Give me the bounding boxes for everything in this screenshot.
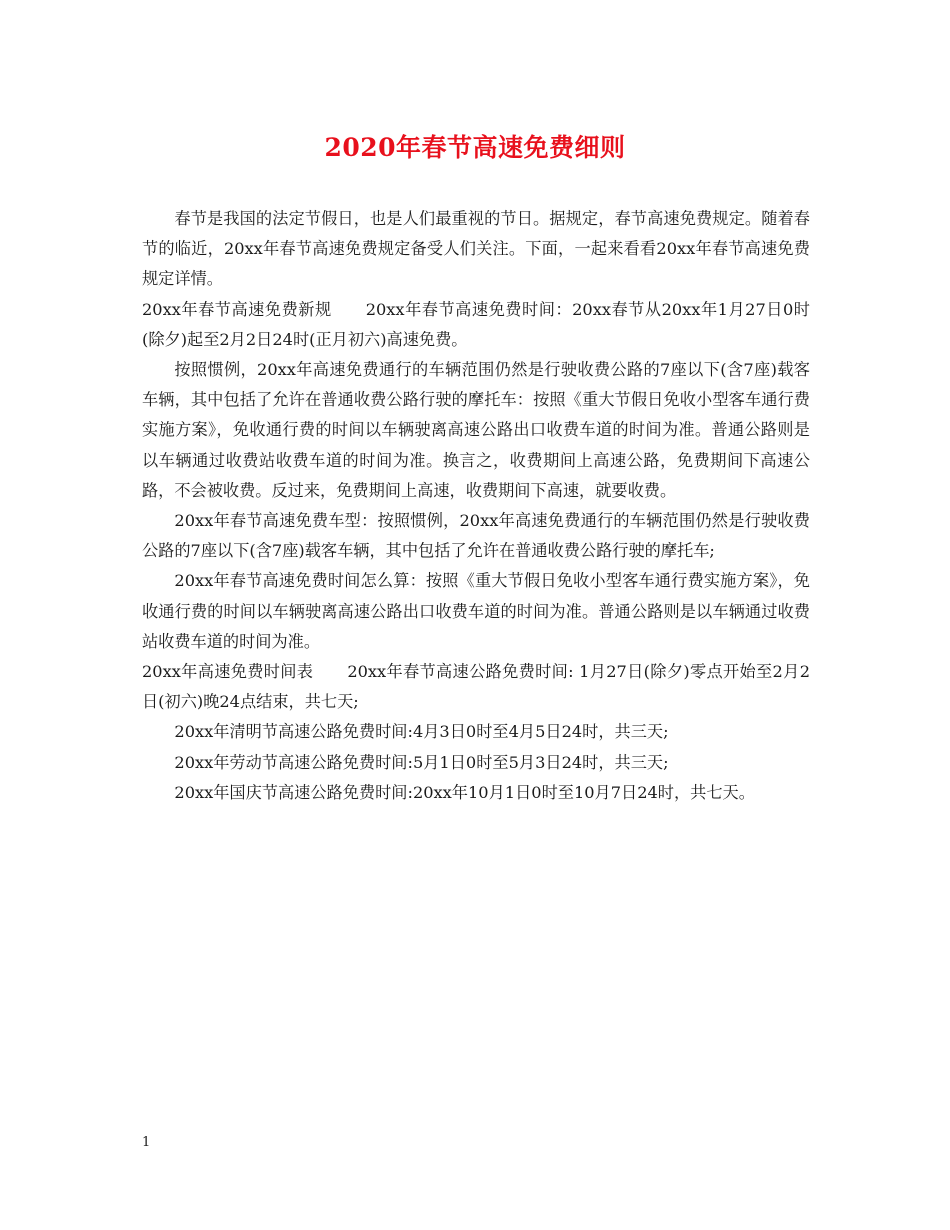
section-heading-schedule: 20xx年高速免费时间表	[142, 662, 314, 682]
paragraph-new-rules	[142, 295, 810, 355]
paragraph-schedule-text: 20xx年春节高速公路免费时间: 1月27日(除夕)零点开始至2月2日(初六)晚24点结束，共七天;	[142, 662, 810, 712]
paragraph-schedule	[142, 657, 810, 717]
document-title: 2020年春节高速免费细则	[324, 133, 626, 162]
section-heading-new-rules: 20xx年春节高速免费新规	[142, 299, 332, 319]
paragraph-labor-day: 20xx年劳动节高速公路免费时间:5月1日0时至5月3日24时，共三天;	[174, 752, 669, 772]
paragraph-vehicle-scope: 按照惯例，20xx年高速免费通行的车辆范围仍然是行驶收费公路的7座以下(含7座)载客车辆，其中包括了允许在普通收费公路行驶的摩托车：按照《重大节假日免收小型客车通行费实施方案》，免收通行费的时间以车辆驶离高速公路出口收费车道的时间为准。普通公路则是以车辆通过收费站收费车道的时间为准。换言之，收费期间上高速公路，免费期间下高速公路，不会被收费。反过来，免费期间上高速，收费期间下高速，就要收费。	[142, 360, 810, 500]
paragraph-vehicle-types: 20xx年春节高速免费车型：按照惯例，20xx年高速免费通行的车辆范围仍然是行驶收费公路的7座以下(含7座)载客车辆，其中包括了允许在普通收费公路行驶的摩托车;	[142, 511, 810, 561]
paragraph-intro: 春节是我国的法定节假日，也是人们最重视的节日。据规定，春节高速免费规定。随着春节的临近，20xx年春节高速免费规定备受人们关注。下面，一起来看看20xx年春节高速免费规定详情。	[142, 209, 810, 289]
paragraph-new-rules-text: 20xx年春节高速免费时间：20xx春节从20xx年1月27日0时(除夕)起至2月2日24时(正月初六)高速免费。	[142, 299, 810, 349]
paragraph-qingming: 20xx年清明节高速公路免费时间:4月3日0时至4月5日24时，共三天;	[174, 722, 669, 742]
page-number: 1	[142, 1135, 151, 1150]
paragraph-time-calculation: 20xx年春节高速免费时间怎么算：按照《重大节假日免收小型客车通行费实施方案》，免收通行费的时间以车辆驶离高速公路出口收费车道的时间为准。普通公路则是以车辆通过收费站收费车道的时间为准。	[142, 571, 810, 651]
paragraph-national-day: 20xx年国庆节高速公路免费时间:20xx年10月1日0时至10月7日24时，共七天。	[174, 782, 755, 802]
document-body	[142, 204, 810, 808]
